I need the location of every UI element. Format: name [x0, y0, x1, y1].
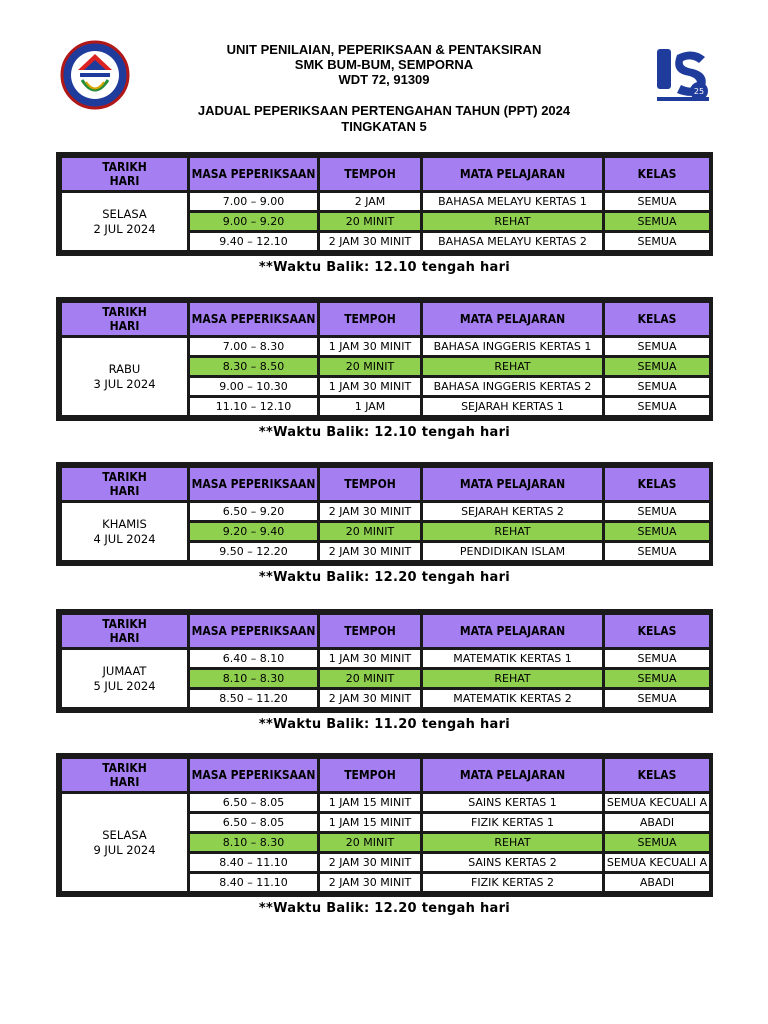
exam-subject: REHAT: [423, 523, 602, 540]
header-masa: MASA PEPERIKSAAN: [190, 615, 317, 647]
exam-time: 8.10 – 8.30: [190, 834, 317, 851]
exam-schedule-table: [59, 612, 712, 710]
day-name: SELASA: [102, 827, 147, 842]
header-kelas: KELAS: [605, 158, 709, 190]
exam-duration: 20 MINIT: [320, 834, 420, 851]
exam-schedule-table: [59, 465, 712, 563]
exam-subject: BAHASA INGGERIS KERTAS 2: [423, 378, 602, 395]
day-date-cell: [62, 193, 187, 250]
exam-duration: 2 JAM 30 MINIT: [320, 690, 420, 707]
table-row: [62, 503, 709, 520]
header-kelas: KELAS: [605, 468, 709, 500]
exam-time: 8.40 – 11.10: [190, 874, 317, 891]
document-header: [0, 0, 768, 140]
exam-duration: 1 JAM 15 MINIT: [320, 814, 420, 831]
exam-duration: 20 MINIT: [320, 523, 420, 540]
exam-subject: BAHASA MELAYU KERTAS 2: [423, 233, 602, 250]
exam-subject: SAINS KERTAS 1: [423, 794, 602, 811]
exam-class: SEMUA: [605, 503, 709, 520]
exam-day-block: [56, 753, 713, 916]
day-name: SELASA: [102, 206, 147, 221]
exam-class: SEMUA: [605, 650, 709, 667]
header-mata-pelajaran: MATA PELAJARAN: [423, 468, 602, 500]
header-tarikh-hari: [62, 615, 187, 647]
header-mata-pelajaran: MATA PELAJARAN: [423, 615, 602, 647]
exam-date: 5 JUL 2024: [93, 678, 156, 693]
header-kelas: KELAS: [605, 615, 709, 647]
exam-day-block: [56, 152, 713, 275]
exam-class: SEMUA: [605, 398, 709, 415]
exam-time: 8.40 – 11.10: [190, 854, 317, 871]
table-row: [62, 338, 709, 355]
exam-class: SEMUA: [605, 358, 709, 375]
header-tempoh: TEMPOH: [320, 759, 420, 791]
exam-duration: 1 JAM: [320, 398, 420, 415]
exam-time: 9.40 – 12.10: [190, 233, 317, 250]
exam-class: SEMUA: [605, 338, 709, 355]
exam-duration: 20 MINIT: [320, 213, 420, 230]
exam-schedule-table: [59, 300, 712, 418]
exam-subject: SAINS KERTAS 2: [423, 854, 602, 871]
header-tempoh: TEMPOH: [320, 615, 420, 647]
table-row: [62, 650, 709, 667]
exam-day-block: [56, 297, 713, 440]
unit-name: UNIT PENILAIAN, PEPERIKSAAN & PENTAKSIRAN: [226, 42, 542, 57]
exam-class: SEMUA: [605, 834, 709, 851]
header-tarikh-hari: [62, 158, 187, 190]
exam-time: 9.00 – 9.20: [190, 213, 317, 230]
table-header-row: [62, 615, 709, 647]
exam-time: 9.20 – 9.40: [190, 523, 317, 540]
exam-subject: MATEMATIK KERTAS 2: [423, 690, 602, 707]
exam-duration: 2 JAM 30 MINIT: [320, 854, 420, 871]
exam-class: SEMUA: [605, 233, 709, 250]
exam-subject: BAHASA INGGERIS KERTAS 1: [423, 338, 602, 355]
school-address: WDT 72, 91309: [338, 72, 430, 87]
exam-duration: 20 MINIT: [320, 670, 420, 687]
table-header-row: [62, 468, 709, 500]
exam-subject: REHAT: [423, 670, 602, 687]
day-date-cell: [62, 650, 187, 707]
dismissal-time-note: **Waktu Balik: 12.20 tengah hari: [258, 901, 511, 916]
exam-class: ABADI: [605, 874, 709, 891]
header-masa: MASA PEPERIKSAAN: [190, 303, 317, 335]
exam-duration: 2 JAM 30 MINIT: [320, 233, 420, 250]
exam-duration: 1 JAM 30 MINIT: [320, 338, 420, 355]
table-header-row: [62, 158, 709, 190]
exam-schedule-table: [59, 155, 712, 253]
exam-duration: 2 JAM 30 MINIT: [320, 503, 420, 520]
exam-class: ABADI: [605, 814, 709, 831]
exam-class: SEMUA: [605, 213, 709, 230]
exam-duration: 1 JAM 30 MINIT: [320, 378, 420, 395]
exam-class: SEMUA: [605, 378, 709, 395]
header-kelas: KELAS: [605, 759, 709, 791]
header-tarikh: TARIKH: [102, 470, 147, 484]
header-tempoh: TEMPOH: [320, 303, 420, 335]
exam-time: 7.00 – 9.00: [190, 193, 317, 210]
header-tempoh: TEMPOH: [320, 158, 420, 190]
header-hari: HARI: [109, 484, 140, 498]
table-row: [62, 193, 709, 210]
table-header-row: [62, 759, 709, 791]
exam-time: 11.10 – 12.10: [190, 398, 317, 415]
exam-time: 8.30 – 8.50: [190, 358, 317, 375]
header-hari: HARI: [109, 319, 140, 333]
header-masa: MASA PEPERIKSAAN: [190, 468, 317, 500]
header-hari: HARI: [109, 775, 140, 789]
exam-class: SEMUA: [605, 193, 709, 210]
header-mata-pelajaran: MATA PELAJARAN: [423, 759, 602, 791]
exam-subject: SEJARAH KERTAS 1: [423, 398, 602, 415]
dismissal-time-note: **Waktu Balik: 12.20 tengah hari: [258, 570, 511, 585]
exam-class: SEMUA: [605, 670, 709, 687]
header-tarikh: TARIKH: [102, 305, 147, 319]
dismissal-time-note: **Waktu Balik: 12.10 tengah hari: [258, 425, 511, 440]
day-name: KHAMIS: [102, 516, 147, 531]
exam-time: 8.10 – 8.30: [190, 670, 317, 687]
exam-subject: FIZIK KERTAS 2: [423, 874, 602, 891]
exam-time: 6.40 – 8.10: [190, 650, 317, 667]
day-date-cell: [62, 338, 187, 415]
page-title: JADUAL PEPERIKSAAN PERTENGAHAN TAHUN (PPT) 2024: [197, 103, 571, 118]
exam-class: SEMUA: [605, 543, 709, 560]
day-date-cell: [62, 794, 187, 891]
exam-date: 4 JUL 2024: [93, 531, 156, 546]
exam-duration: 2 JAM 30 MINIT: [320, 874, 420, 891]
exam-date: 2 JUL 2024: [93, 221, 156, 236]
exam-time: 6.50 – 9.20: [190, 503, 317, 520]
exam-subject: MATEMATIK KERTAS 1: [423, 650, 602, 667]
dismissal-time-note: **Waktu Balik: 12.10 tengah hari: [258, 260, 511, 275]
exam-day-block: [56, 462, 713, 585]
exam-class: SEMUA: [605, 690, 709, 707]
exam-subject: FIZIK KERTAS 1: [423, 814, 602, 831]
exam-duration: 20 MINIT: [320, 358, 420, 375]
exam-subject: PENDIDIKAN ISLAM: [423, 543, 602, 560]
page-subtitle: TINGKATAN 5: [341, 119, 427, 134]
exam-duration: 2 JAM 30 MINIT: [320, 543, 420, 560]
header-tarikh-hari: [62, 468, 187, 500]
exam-duration: 1 JAM 30 MINIT: [320, 650, 420, 667]
table-row: [62, 794, 709, 811]
day-name: JUMAAT: [102, 663, 147, 678]
header-tarikh-hari: [62, 303, 187, 335]
header-masa: MASA PEPERIKSAAN: [190, 759, 317, 791]
exam-time: 9.50 – 12.20: [190, 543, 317, 560]
exam-subject: REHAT: [423, 358, 602, 375]
exam-subject: SEJARAH KERTAS 2: [423, 503, 602, 520]
header-tarikh: TARIKH: [102, 617, 147, 631]
day-date-cell: [62, 503, 187, 560]
exam-time: 8.50 – 11.20: [190, 690, 317, 707]
header-mata-pelajaran: MATA PELAJARAN: [423, 303, 602, 335]
exam-class: SEMUA: [605, 523, 709, 540]
dismissal-time-note: **Waktu Balik: 11.20 tengah hari: [258, 717, 511, 732]
day-name: RABU: [108, 361, 141, 376]
exam-schedule-table: [59, 756, 712, 894]
exam-subject: REHAT: [423, 213, 602, 230]
header-kelas: KELAS: [605, 303, 709, 335]
exam-day-block: [56, 609, 713, 732]
exam-class: SEMUA KECUALI A: [606, 856, 708, 869]
exam-duration: 1 JAM 15 MINIT: [320, 794, 420, 811]
exam-date: 9 JUL 2024: [93, 842, 156, 857]
school-name: SMK BUM-BUM, SEMPORNA: [294, 57, 474, 72]
svg-text:25: 25: [693, 87, 705, 96]
exam-subject: REHAT: [423, 834, 602, 851]
exam-time: 6.50 – 8.05: [190, 794, 317, 811]
exam-time: 6.50 – 8.05: [190, 814, 317, 831]
exam-date: 3 JUL 2024: [93, 376, 156, 391]
header-hari: HARI: [109, 631, 140, 645]
exam-class: SEMUA KECUALI A: [606, 796, 708, 809]
header-tarikh: TARIKH: [102, 761, 147, 775]
header-tarikh-hari: [62, 759, 187, 791]
header-masa: MASA PEPERIKSAAN: [190, 158, 317, 190]
table-header-row: [62, 303, 709, 335]
exam-time: 7.00 – 8.30: [190, 338, 317, 355]
header-tempoh: TEMPOH: [320, 468, 420, 500]
header-tarikh: TARIKH: [102, 160, 147, 174]
header-mata-pelajaran: MATA PELAJARAN: [423, 158, 602, 190]
exam-duration: 2 JAM: [320, 193, 420, 210]
header-hari: HARI: [109, 174, 140, 188]
exam-subject: BAHASA MELAYU KERTAS 1: [423, 193, 602, 210]
exam-time: 9.00 – 10.30: [190, 378, 317, 395]
